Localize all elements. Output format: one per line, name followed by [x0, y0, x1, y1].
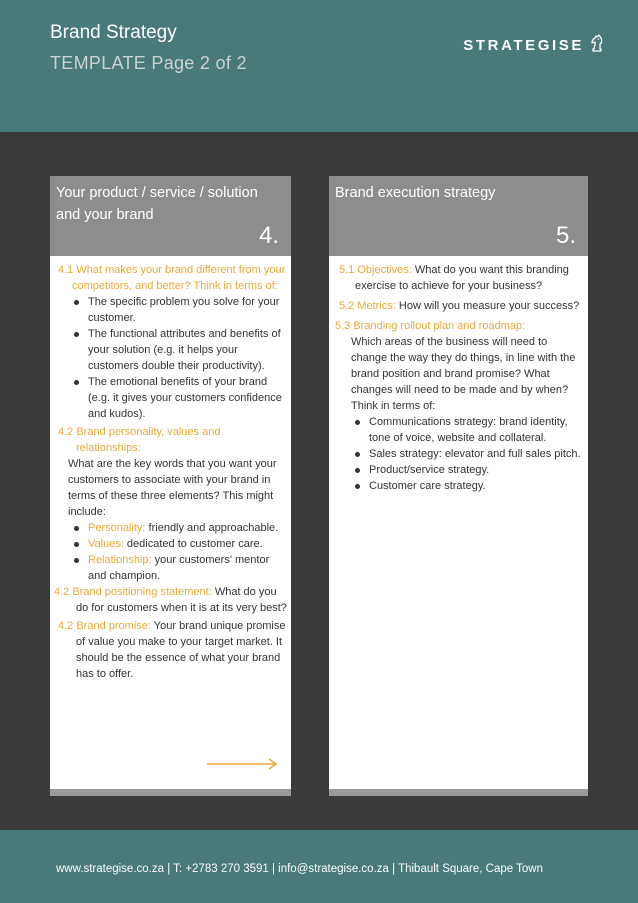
list-item: The emotional benefits of your brand (e.g. it gives your customers confidence and kudos). — [72, 374, 287, 422]
section-5-3-think: Think in terms of: — [351, 400, 436, 412]
card-header — [50, 176, 291, 256]
section-5-3-heading: 5.3 Branding rollout plan and roadmap: — [335, 320, 526, 332]
strategise-logo[interactable] — [463, 34, 604, 57]
section-promise: 4.2 Brand promise: Your brand unique promise of value you make to your target market. It should be the essence of what your brand has to offer. — [58, 620, 286, 680]
logo-text: STRATEGISE — [463, 37, 584, 54]
card-product-brand — [50, 176, 291, 796]
section-positioning: 4.2 Brand positioning statement: What do you do for customers when it is at its very best? — [54, 586, 287, 614]
page-footer — [0, 830, 638, 903]
list-item: Values: dedicated to customer care. — [72, 536, 287, 552]
section-4-2-list — [54, 520, 287, 584]
section-5-3-list — [335, 414, 584, 494]
card-title: Your product / service / solution and your brand — [56, 185, 258, 223]
document-title: Brand Strategy — [50, 22, 177, 43]
card-header — [329, 176, 588, 256]
section-4-1-list — [54, 294, 287, 422]
document-subtitle: TEMPLATE Page 2 of 2 — [50, 53, 247, 73]
section-4-2-body: What are the key words that you want your customers to associate with your brand in terms of these three elements? This might include: — [68, 458, 277, 518]
card-body — [50, 256, 291, 682]
section-5-3-body: Which areas of the business will need to change the way they do things, in line with the brand position and brand promise? What changes will need to be made and by when? — [351, 336, 576, 396]
list-item: Customer care strategy. — [353, 478, 584, 494]
footer-contact: www.strategise.co.za | T: +2783 270 3591 | info@strategise.co.za | Thibault Square, Cape Town — [56, 863, 543, 875]
card-brand-execution — [329, 176, 588, 796]
list-item: Sales strategy: elevator and full sales pitch. — [353, 446, 584, 462]
section-5-2: 5.2 Metrics: How will you measure your success? — [339, 300, 580, 312]
arrow-right-icon — [207, 757, 279, 775]
list-item: The specific problem you solve for your customer. — [72, 294, 287, 326]
page-header — [0, 0, 638, 132]
list-item: Product/service strategy. — [353, 462, 584, 478]
chess-knight-icon — [590, 34, 604, 57]
section-4-1-heading: 4.1 What makes your brand different from your competitors, and better? Think in terms of: — [58, 264, 286, 292]
card-number: 4. — [258, 222, 279, 249]
card-number: 5. — [555, 222, 576, 249]
list-item: Personality: friendly and approachable. — [72, 520, 287, 536]
section-4-2-heading: 4.2 Brand personality, values and relationships: — [58, 426, 221, 454]
list-item: Communications strategy: brand identity, tone of voice, website and collateral. — [353, 414, 584, 446]
card-title: Brand execution strategy — [335, 185, 496, 201]
list-item: Relationship: your customers' mentor and champion. — [72, 552, 287, 584]
card-body — [329, 256, 588, 494]
list-item: The functional attributes and benefits of your solution (e.g. it helps your customers double their productivity). — [72, 326, 287, 374]
section-5-1: 5.1 Objectives: What do you want this branding exercise to achieve for your business? — [339, 264, 569, 292]
